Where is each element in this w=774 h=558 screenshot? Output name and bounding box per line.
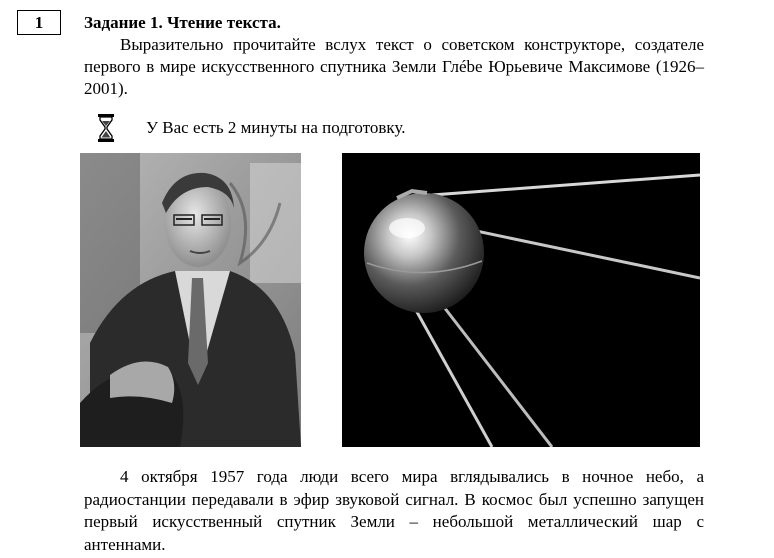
- sputnik-photo: [342, 153, 700, 447]
- hourglass-icon: [96, 113, 116, 143]
- prep-text: У Вас есть 2 минуты на подготовку.: [146, 118, 406, 137]
- body-paragraph: 4 октября 1957 года люди всего мира вглядывались в ночное небо, а радиостанции передавали в эфир звуковой сигнал. В космос был успешно запущен первый искусственный спутник Земли – небольшой металлический шар с антеннами.: [84, 467, 704, 554]
- task-number-box: [17, 10, 61, 35]
- prep-row: [96, 111, 406, 145]
- portrait-photo: [80, 153, 301, 447]
- task-title: Задание 1. Чтение текста.: [84, 13, 281, 32]
- task-number: 1: [34, 12, 44, 32]
- task-intro: Выразительно прочитайте вслух текст о советском конструкторе, создателе первого в мире искусственного спутника Земли Глébe Юрьевиче Максимове (1926–2001).: [84, 35, 704, 98]
